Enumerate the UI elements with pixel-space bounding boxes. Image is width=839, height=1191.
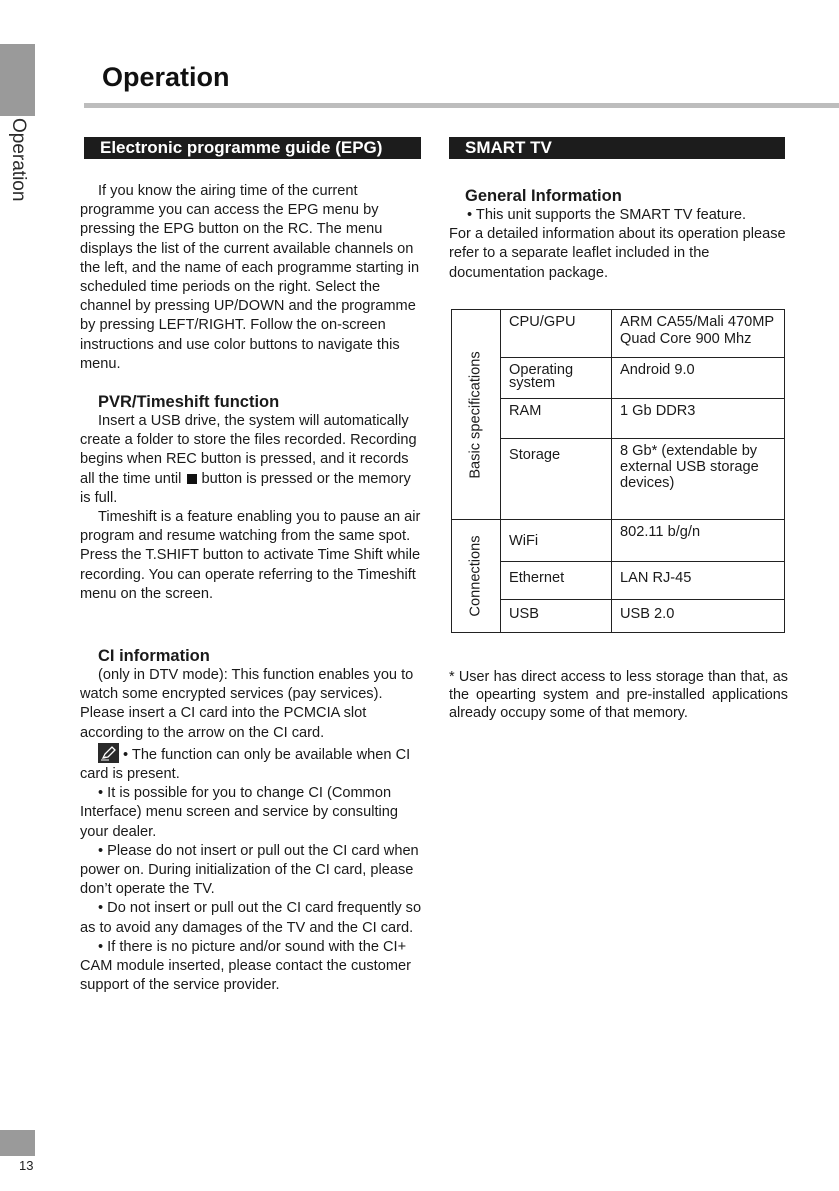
spec-value: 1 Gb DDR3 <box>612 399 785 439</box>
footnote-text: * User has direct access to less storage than that, as the opearting system and pre-installed applications already occupy some of that memory. <box>449 669 788 721</box>
smart-tv-body: For a detailed information about its operation please refer to a separate leaflet included in the documentation package. <box>449 226 786 281</box>
group-label: Basic specifications <box>467 350 484 479</box>
table-row <box>452 600 785 633</box>
note-pencil-icon <box>98 743 119 763</box>
specifications-table <box>451 309 785 633</box>
spec-label: WiFi <box>501 520 612 562</box>
spec-label: CPU/GPU <box>501 310 612 358</box>
group-label: Connections <box>467 535 484 617</box>
side-tab <box>0 44 35 116</box>
side-label-text: Operation <box>8 118 29 202</box>
page-title: Operation <box>102 62 230 92</box>
table-row <box>452 358 785 399</box>
page-number: 13 <box>19 1158 34 1173</box>
smart-tv-section-heading: SMART TV <box>449 137 785 159</box>
table-row <box>452 399 785 439</box>
spec-label: Operating system <box>501 358 612 399</box>
pvr-paragraph-1 <box>80 412 422 508</box>
spec-value: USB 2.0 <box>612 600 785 633</box>
smart-tv-bullet: • This unit supports the SMART TV feature. <box>467 207 747 223</box>
pvr-section <box>80 392 422 604</box>
spec-value: 802.11 b/g/n <box>612 520 785 562</box>
side-section-label <box>3 118 33 218</box>
table-row <box>452 520 785 562</box>
table-row <box>452 439 785 520</box>
ci-section <box>80 646 422 995</box>
epg-section-heading: Electronic programme guide (EPG) <box>84 137 421 159</box>
general-info-heading: General Information <box>465 187 622 205</box>
spec-value: ARM CA55/Mali 470MP Quad Core 900 Mhz <box>612 310 785 358</box>
spec-value: LAN RJ-45 <box>612 562 785 600</box>
ci-bullet: • Do not insert or pull out the CI card frequently so as to avoid any damages of the TV and the CI card. <box>80 900 422 936</box>
spec-label: Ethernet <box>501 562 612 600</box>
spec-label: Storage <box>501 439 612 520</box>
spec-label: RAM <box>501 399 612 439</box>
ci-bullet: • It is possible for you to change CI (Common Interface) menu screen and service by consulting your dealer. <box>80 785 398 840</box>
spec-value: 8 Gb* (extendable by external USB storage devices) <box>612 439 785 520</box>
storage-footnote <box>449 668 788 722</box>
group-connections <box>452 520 501 633</box>
spec-label: USB <box>501 600 612 633</box>
ci-note-text: • The function can only be available when CI card is present. <box>80 746 411 783</box>
smart-tv-section <box>449 186 789 283</box>
epg-section <box>80 182 422 374</box>
pvr-p1-text: Insert a USB drive, the system will automatically create a folder to store the files recorded. Recording begins when REC button is pressed, and it records all the time until <box>80 413 417 487</box>
table-row <box>452 310 785 358</box>
page-number-tab <box>0 1130 35 1156</box>
ci-bullet: • Please do not insert or pull out the CI card when power on. During initialization of the CI card, please don’t operate the TV. <box>80 842 419 898</box>
epg-body: If you know the airing time of the current programme you can access the EPG menu by pressing the EPG button on the RC. The menu displays the list of the current available channels on the left, and the name of each programme starting in scheduled time periods on the right. Select the channel by pressing UP/DOWN and the programme by pressing LEFT/RIGHT. Follow the on-screen instructions and use color buttons to navigate this menu. <box>80 183 420 372</box>
pvr-p1-end: button is pressed or the memory is full. <box>80 470 411 506</box>
group-basic-specifications <box>452 310 501 520</box>
table-row <box>452 562 785 600</box>
ci-note <box>80 743 422 784</box>
ci-heading: CI information <box>98 647 210 665</box>
title-divider <box>84 103 839 108</box>
spec-value: Android 9.0 <box>612 358 785 399</box>
ci-intro: (only in DTV mode): This function enables you to watch some encrypted services (pay services). Please insert a CI card into the PCMCIA slot according to the arrow on the CI card. <box>80 667 414 741</box>
pvr-heading: PVR/Timeshift function <box>98 393 280 411</box>
ci-bullet: • If there is no picture and/or sound with the CI+ CAM module inserted, please contact the customer support of the service provider. <box>80 938 411 994</box>
stop-square-icon <box>187 474 197 484</box>
pvr-paragraph-2: Timeshift is a feature enabling you to pause an air program and resume watching from the same spot. Press the T.SHIFT button to activate Time Shift while recording. You can operate referring to the Timeshift menu on the screen. <box>80 509 421 602</box>
